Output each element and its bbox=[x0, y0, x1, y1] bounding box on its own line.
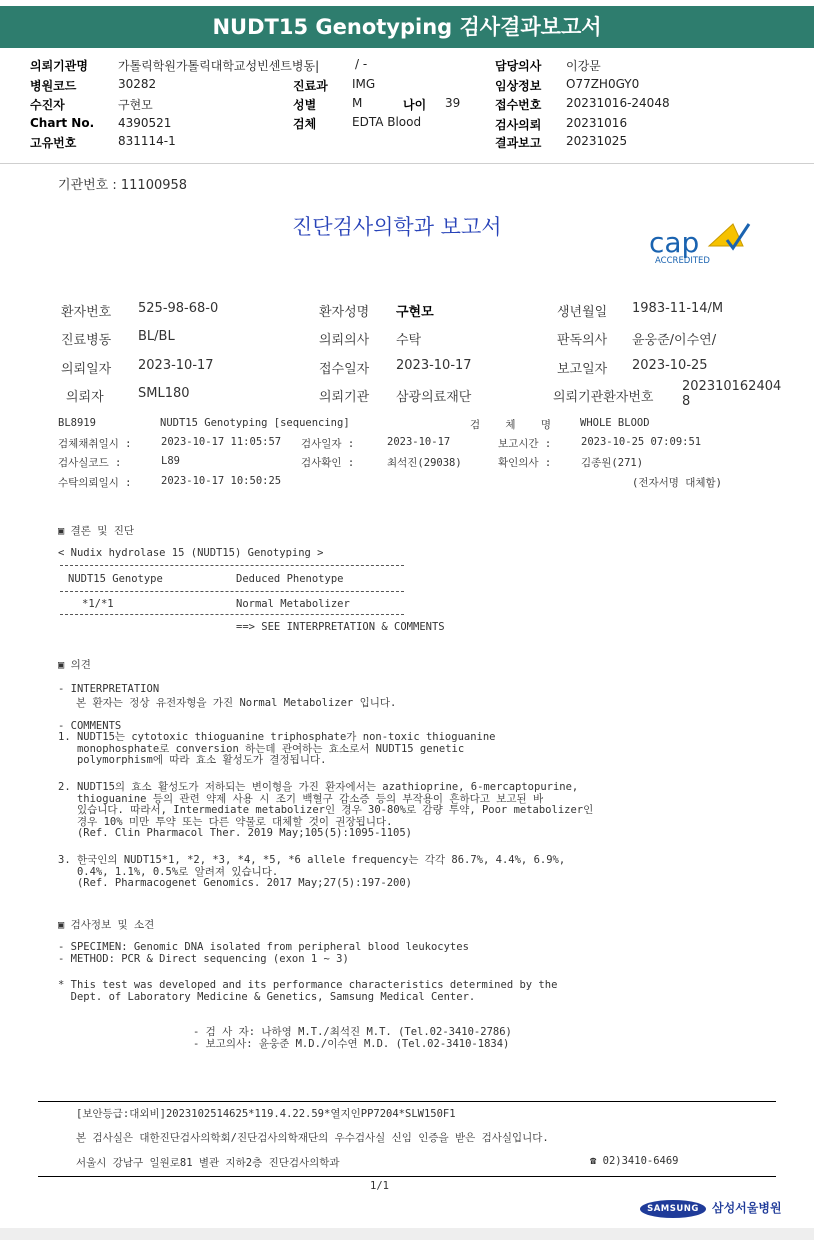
phone-line: ☎ 02)3410-6469 bbox=[590, 1155, 679, 1167]
samsung-logo: SAMSUNG bbox=[640, 1200, 706, 1218]
lab-code-label: 검사실코드 : bbox=[58, 457, 122, 469]
patient-name-value: 구현모 bbox=[396, 305, 434, 320]
rpt-date-value: 2023-10-25 bbox=[632, 358, 708, 373]
confirm-value: 최석진(29038) bbox=[387, 457, 462, 469]
patient-label: 수진자 bbox=[30, 98, 65, 112]
age-value: 39 bbox=[445, 96, 461, 110]
report-time-value: 2023-10-25 07:09:51 bbox=[581, 436, 702, 448]
rcv-date-value: 2023-10-17 bbox=[396, 358, 472, 373]
section-opinion: ▣ 의견 bbox=[58, 659, 91, 671]
interpretation-body: 본 환자는 정상 유전자형을 가진 Normal Metabolizer 입니다. bbox=[76, 697, 397, 709]
test-code: BL8919 bbox=[58, 417, 96, 429]
ref-doctor-value: 수탁 bbox=[396, 333, 422, 348]
comments-heading: - COMMENTS bbox=[58, 720, 122, 732]
req-inst-label: 의뢰기관 bbox=[319, 390, 370, 405]
collect-label: 검체채취일시 : bbox=[58, 438, 132, 450]
footer-rule bbox=[38, 1176, 776, 1177]
unique-label: 고유번호 bbox=[30, 136, 77, 150]
specimen-name-label: 검 체 명 bbox=[470, 419, 552, 431]
genotype-value: *1/*1 bbox=[82, 598, 114, 610]
certification-line: 본 검사실은 대한진단검사의학회/진단검사의학재단의 우수검사실 신임 인증을 받은 검사실입니다. bbox=[76, 1132, 549, 1144]
gene-title: < Nudix hydrolase 15 (NUDT15) Genotyping > bbox=[58, 547, 324, 559]
section-conclusion: ▣ 결론 및 진단 bbox=[58, 525, 135, 537]
col-genotype: NUDT15 Genotype bbox=[68, 573, 163, 585]
bottom-strip bbox=[0, 1228, 814, 1240]
test-date-value: 2023-10-17 bbox=[387, 436, 451, 448]
inst-patient-label: 의뢰기관환자번호 bbox=[553, 390, 654, 405]
hosp-code-value: 30282 bbox=[118, 77, 157, 91]
chart-label: Chart No. bbox=[30, 116, 95, 130]
req-date-value: 2023-10-17 bbox=[138, 358, 214, 373]
document-title: 진단검사의학과 보고서 bbox=[292, 215, 502, 239]
esign-note: (전자서명 대체함) bbox=[632, 477, 722, 489]
ward-label: 진료병동 bbox=[61, 333, 112, 348]
age-label: 나이 bbox=[403, 98, 427, 112]
comment-3: 3. 한국인의 NUDT15*1, *2, *3, *4, *5, *6 allele frequency는 각각 86.7%, 4.4%, 6.9%, 0.4%, 1.1%, 0.5%로 알려져 있습니다. (Ref. Pharmacogenet Genomics. 2017 May;27(5):197-200) bbox=[58, 854, 566, 889]
cap-logo-text: cap bbox=[649, 226, 700, 259]
doctor-value: 이강문 bbox=[566, 59, 601, 73]
dashed-rule bbox=[60, 565, 404, 566]
see-interpretation: ==> SEE INTERPRETATION & COMMENTS bbox=[236, 621, 445, 633]
footer-rule bbox=[38, 1101, 776, 1102]
comment-2: 2. NUDT15의 효소 활성도가 저하되는 변이형을 가진 환자에서는 azathioprine, 6-mercaptopurine, thioguanine 등의 관련 약제 사용 시 조기 백혈구 감소증 등의 부작용이 흔하다고 보고된 바 있습니다. 따라서, Intermediate metabolizer인 경우 30-80%로 감량 투약, Poor metabolizer인 경우 10% 미만 투약 또는 다른 약물로 대체할 것이 권장됩니다. (Ref. Clin Pharmacol Ther. 2019 May;105(5):1095-1105) bbox=[58, 781, 594, 839]
consign-value: 2023-10-17 10:50:25 bbox=[161, 475, 282, 487]
birth-label: 생년월일 bbox=[557, 305, 608, 320]
birth-value: 1983-11-14/M bbox=[632, 301, 724, 316]
confirm-doctor-label: 확인의사 : bbox=[498, 457, 552, 469]
phenotype-value: Normal Metabolizer bbox=[236, 598, 350, 610]
interpretation-heading: - INTERPRETATION bbox=[58, 683, 160, 695]
patient-name-label: 환자성명 bbox=[319, 305, 370, 320]
req-org-label: 의뢰기관명 bbox=[30, 59, 88, 73]
request-label: 검사의뢰 bbox=[495, 118, 542, 132]
requester-value: SML180 bbox=[138, 386, 190, 401]
specimen-value: EDTA Blood bbox=[352, 115, 422, 129]
developed-note: * This test was developed and its performance characteristics determined by the Dept. of Laboratory Medicine & Genetics, Samsung Medical Center. bbox=[58, 979, 558, 1003]
dashed-rule bbox=[60, 614, 404, 615]
report-time-label: 보고시간 : bbox=[498, 438, 552, 450]
chart-value: 4390521 bbox=[118, 116, 172, 130]
confirm-doctor-value: 김종원(271) bbox=[581, 457, 644, 469]
test-date-label: 검사일자 : bbox=[301, 438, 355, 450]
page-number: 1/1 bbox=[370, 1180, 389, 1192]
banner-title: NUDT15 Genotyping 검사결과보고서 bbox=[212, 15, 602, 39]
dashed-rule bbox=[60, 591, 404, 592]
security-line: [보안등급:대외비]2023102514625*119.4.22.59*열지인PP7204*SLW150F1 bbox=[76, 1108, 456, 1120]
inst-patient-value-1: 202310162404 bbox=[682, 379, 782, 394]
cap-logo-subtext: ACCREDITED bbox=[655, 256, 710, 266]
section-test-info: ▣ 검사정보 및 소견 bbox=[58, 919, 155, 931]
doctor-label: 담당의사 bbox=[495, 59, 542, 73]
judge-label: 판독의사 bbox=[557, 333, 608, 348]
req-date-label: 의뢰일자 bbox=[61, 362, 112, 377]
patient-no-value: 525-98-68-0 bbox=[138, 301, 219, 316]
dept-value: IMG bbox=[352, 77, 376, 91]
specimen-method: - SPECIMEN: Genomic DNA isolated from peripheral blood leukocytes - METHOD: PCR & Direct sequencing (exon 1 ~ 3) bbox=[58, 941, 469, 965]
confirm-label: 검사확인 : bbox=[301, 457, 355, 469]
req-org-extra: / - bbox=[355, 57, 368, 71]
hosp-code-label: 병원코드 bbox=[30, 79, 77, 93]
ward-value: BL/BL bbox=[138, 329, 175, 344]
requester-label: 의뢰자 bbox=[66, 390, 104, 405]
ref-doctor-label: 의뢰의사 bbox=[319, 333, 370, 348]
receipt-value: 20231016-24048 bbox=[566, 96, 670, 110]
col-phenotype: Deduced Phenotype bbox=[236, 573, 344, 585]
inst-patient-value-2: 8 bbox=[682, 394, 691, 409]
specimen-name-value: WHOLE BLOOD bbox=[580, 417, 650, 429]
rcv-date-label: 접수일자 bbox=[319, 362, 370, 377]
req-inst-value: 삼광의료재단 bbox=[396, 390, 472, 405]
result-label: 결과보고 bbox=[495, 136, 542, 150]
patient-value: 구현모 bbox=[118, 98, 153, 112]
agency-number: 기관번호 : 11100958 bbox=[58, 178, 188, 193]
test-name: NUDT15 Genotyping [sequencing] bbox=[160, 417, 350, 429]
cap-accredited-logo bbox=[645, 220, 755, 268]
examiner-info: - 검 사 자: 나하영 M.T./최석진 M.T. (Tel.02-3410-2786) - 보고의사: 윤웅준 M.D./이수연 M.D. (Tel.02-3410-1834) bbox=[193, 1026, 512, 1050]
address-line: 서울시 강남구 일원로81 별관 지하2층 진단검사의학과 bbox=[76, 1157, 340, 1169]
sex-label: 성별 bbox=[293, 98, 317, 112]
rpt-date-label: 보고일자 bbox=[557, 362, 608, 377]
clinical-label: 임상정보 bbox=[495, 79, 542, 93]
lab-code-value: L89 bbox=[161, 455, 180, 467]
comment-1: 1. NUDT15는 cytotoxic thioguanine triphosphate가 non-toxic thioguanine monophosphate로 conversion 하는데 관여하는 효소로서 NUDT15 genetic polymorphism에 따라 효소 활성도가 결정됩니다. bbox=[58, 731, 496, 766]
judge-value: 윤웅준/이수연/ bbox=[632, 333, 717, 348]
receipt-label: 접수번호 bbox=[495, 98, 542, 112]
collect-value: 2023-10-17 11:05:57 bbox=[161, 436, 282, 448]
result-value: 20231025 bbox=[566, 134, 628, 148]
hospital-name: 삼성서울병원 bbox=[712, 1201, 782, 1215]
specimen-label: 검체 bbox=[293, 117, 317, 131]
consign-label: 수탁의뢰일시 : bbox=[58, 477, 132, 489]
req-org-value: 가톨릭학원가톨릭대학교성빈센트병동| bbox=[118, 59, 320, 73]
sex-value: M bbox=[352, 96, 363, 110]
patient-no-label: 환자번호 bbox=[61, 305, 112, 320]
clinical-value: O77ZH0GY0 bbox=[566, 77, 640, 91]
request-value: 20231016 bbox=[566, 116, 628, 130]
header-divider bbox=[0, 163, 814, 164]
dept-label: 진료과 bbox=[293, 79, 328, 93]
unique-value: 831114-1 bbox=[118, 134, 176, 148]
